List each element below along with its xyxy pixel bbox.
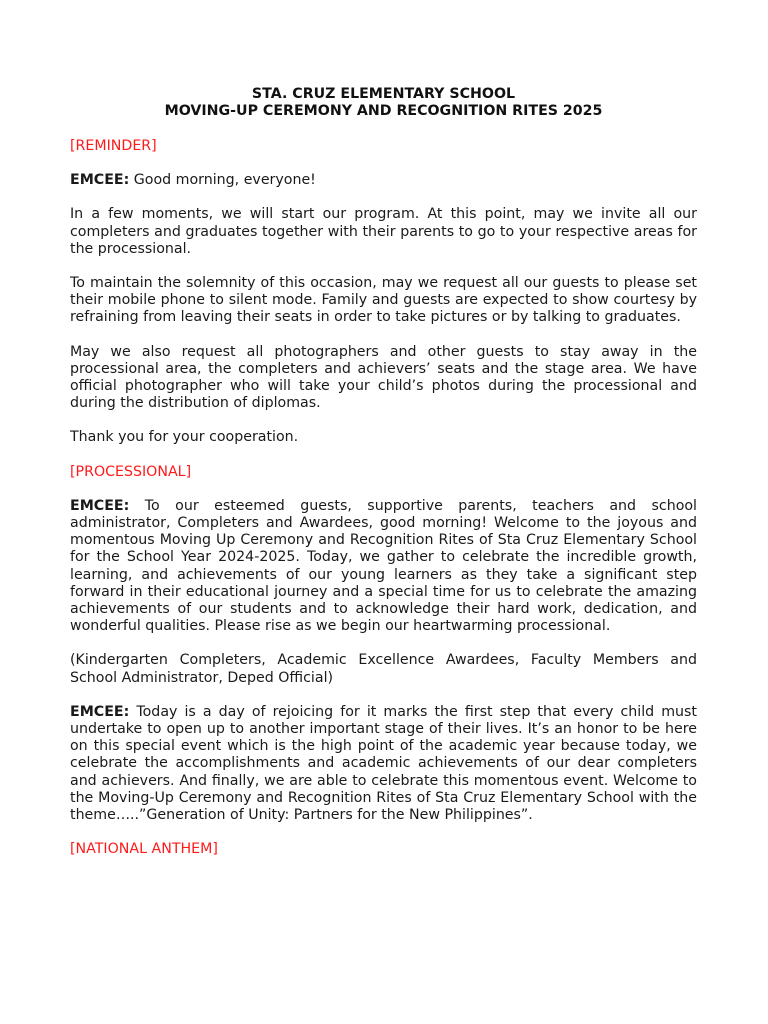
emcee-label: EMCEE: — [70, 172, 130, 189]
invite-paragraph: In a few moments, we will start our program. At this point, may we invite all our completers and graduates together with their parents to go to your respective areas for the processional. — [70, 206, 697, 257]
emcee-label: EMCEE: — [70, 497, 130, 514]
processional-order: (Kindergarten Completers, Academic Excellence Awardees, Faculty Members and School Administrator, Deped Official) — [70, 652, 697, 686]
school-name: STA. CRUZ ELEMENTARY SCHOOL — [251, 86, 516, 102]
emcee-greeting — [70, 172, 697, 189]
thanks-line: Thank you for your cooperation. — [70, 429, 299, 446]
document-page — [70, 86, 697, 859]
welcome-paragraph — [70, 498, 697, 636]
welcome-text: To our esteemed guests, supportive parents, teachers and school administrator, Completers and Awardees, good morning! Welcome to the joyous and momentous Moving Up Ceremony and Recognition Rites of Sta Cruz Elementary School for the School Year 2024-2025. Today, we gather to celebrate the incredible growth, learning, and achievements of our young learners as they take a significant step forward in their educational journey and a special time for us to celebrate the amazing achievements of our students and to acknowledge their hard work, dedication, and wonderful qualities. Please rise as we begin our heartwarming processional. — [70, 497, 697, 635]
greeting-text: Good morning, everyone! — [133, 172, 316, 189]
national-anthem-cue: [NATIONAL ANTHEM] — [70, 841, 218, 858]
rejoicing-paragraph — [70, 704, 697, 824]
reminder-cue: [REMINDER] — [70, 138, 157, 154]
processional-cue: [PROCESSIONAL] — [70, 463, 192, 480]
emcee-label: EMCEE: — [70, 703, 130, 720]
event-title: MOVING-UP CEREMONY AND RECOGNITION RITES 2025 — [164, 103, 603, 119]
solemnity-paragraph: To maintain the solemnity of this occasion, may we request all our guests to please set their mobile phone to silent mode. Family and guests are expected to show courtesy by refraining from leaving their seats in order to take pictures or by talking to graduates. — [70, 275, 697, 326]
photographers-paragraph: May we also request all photographers and other guests to stay away in the processional area, the completers and achievers’ seats and the stage area. We have official photographer who will take your child’s photos during the processional and during the distribution of diplomas. — [70, 343, 697, 412]
rejoicing-text: Today is a day of rejoicing for it marks the first step that every child must undertake to open up to another important stage of their lives. It’s an honor to be here on this special event which is the high point of the academic year because today, we celebrate the accomplishments and academic achievements of our dear completers and achievers. And finally, we are able to celebrate this momentous event. Welcome to the Moving-Up Ceremony and Recognition Rites of Sta Cruz Elementary School with the theme…..”Generation of Unity: Partners for the New Philippines”. — [70, 703, 697, 824]
